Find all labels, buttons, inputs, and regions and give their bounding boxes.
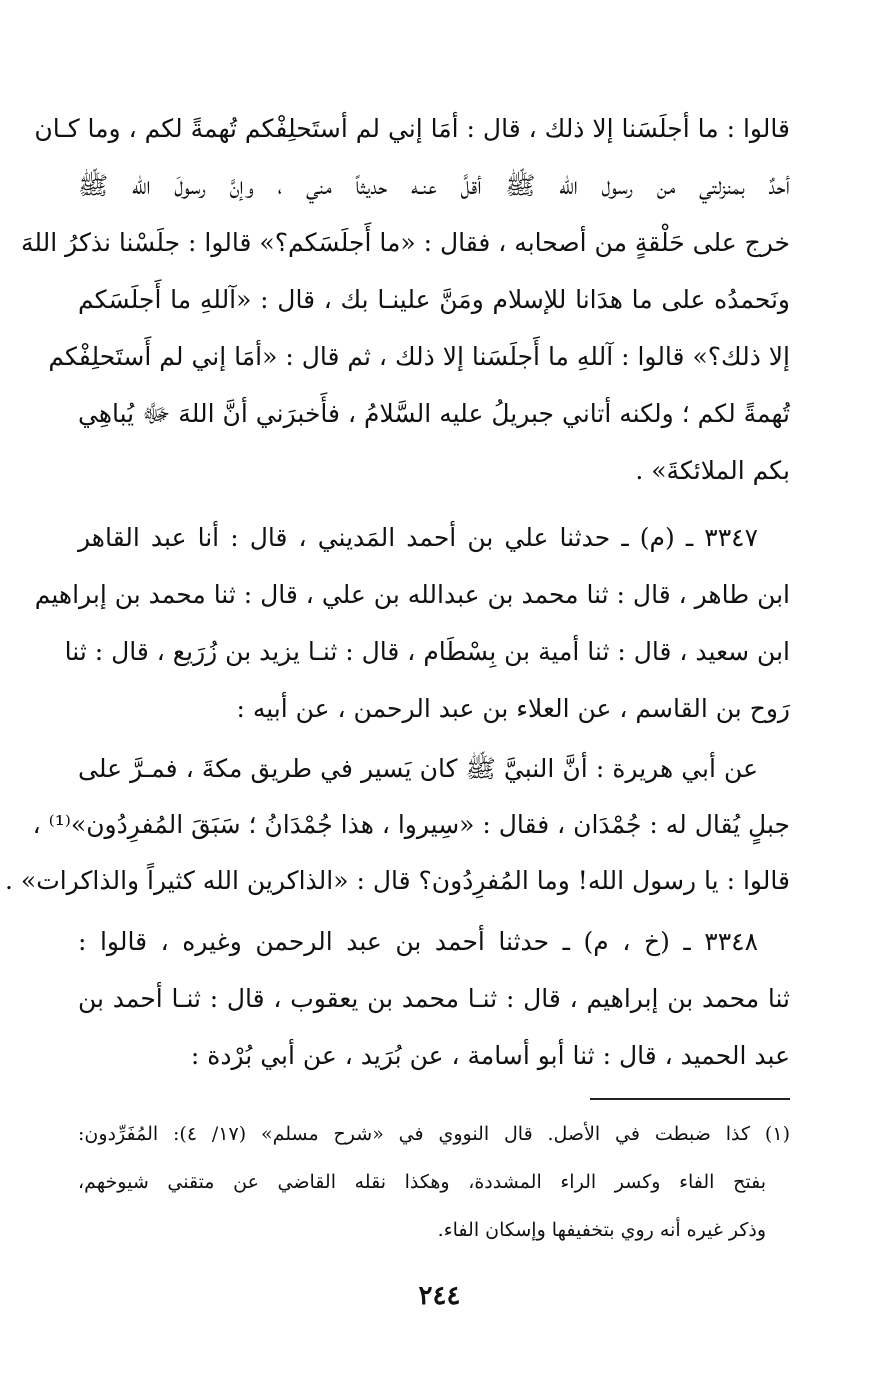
body-line-9: ابن طاهر ، قال : ثنا محمد بن عبدالله بن علي ، قال : ثنا محمد بن إبراهيم — [34, 580, 790, 609]
body-line-7: بكم الملائكةَ» . — [635, 456, 790, 485]
body-line-6: تُهمةً لكم ؛ ولكنه أتاني جبريلُ عليه السَّلامُ ، فأَخبرَني أنَّ اللهَ ﷻ يُباهِي — [78, 399, 790, 428]
footnote-line-1: (١) كذا ضبطت في الأصل. قال النووي في «شرح مسلم» (١٧/ ٤): المُفَرِّدون: — [78, 1123, 790, 1145]
body-line-2: أحدٌ بمنزلتي من رسول الله ﷺ أقلَّ عنـه حديثاً مني ، وإنَّ رسولَ الله ﷺ — [78, 171, 790, 200]
footnote-line-2: بفتح الفاء وكسر الراء المشددة، وهكذا نقله القاضي عن متقني شيوخهم، — [78, 1171, 766, 1193]
footnote-separator — [590, 1098, 790, 1100]
body-line-11: رَوح بن القاسم ، عن العلاء بن عبد الرحمن ، عن أبيه : — [236, 694, 790, 723]
hadith-text-line-2: جبلٍ يُقال له : جُمْدَان ، فقال : «سِيروا ، هذا جُمْدَانُ ؛ سَبَقَ المُفرِدُون»⁽¹⁾ ، — [32, 810, 790, 839]
body-line-16: ثنا محمد بن إبراهيم ، قال : ثنـا محمد بن يعقوب ، قال : ثنـا أحمد بن — [78, 984, 790, 1013]
hadith-text-line-3: قالوا : يا رسول الله! وما المُفرِدُون؟ قال : «الذاكرين الله كثيراً والذاكرات» . — [5, 866, 790, 895]
hadith-3347-heading-line: ٣٣٤٧ ـ (م) ـ حدثنا علي بن أحمد المَديني ، قال : أنا عبد القاهر — [78, 523, 758, 552]
body-line-10: ابن سعيد ، قال : ثنا أمية بن بِسْطَام ، قال : ثنـا يزيد بن زُرَيع ، قال : ثنا — [64, 637, 790, 666]
hadith-text-line-1: عن أبي هريرة : أنَّ النبيَّ ﷺ كان يَسير في طريق مكةَ ، فمـرَّ على — [78, 754, 758, 783]
body-line-17: عبد الحميد ، قال : ثنا أبو أسامة ، عن بُرَيد ، عن أبي بُرْدة : — [190, 1041, 790, 1070]
body-line-4: ونَحمدُه على ما هدَانا للإسلام ومَنَّ علينـا بك ، قال : «آللهِ ما أَجلَسَكم — [78, 285, 790, 314]
footnote-line-3: وذكر غيره أنه روي بتخفيفها وإسكان الفاء. — [437, 1219, 766, 1241]
hadith-3348-heading-line: ٣٣٤٨ ـ (خ ، م) ـ حدثنا أحمد بن عبد الرحمن وغيره ، قالوا : — [78, 927, 758, 956]
body-line-5: إلا ذلك؟» قالوا : آللهِ ما أَجلَسَنا إلا ذلك ، ثم قال : «أمَا إني لم أَستَحلِفْكم — [48, 342, 790, 371]
page-number: ٢٤٤ — [418, 1281, 461, 1311]
body-line-3: خرج على حَلْقةٍ من أصحابه ، فقال : «ما أَجلَسَكم؟» قالوا : جلَسْنا نذكرُ اللهَ — [20, 228, 790, 257]
body-line-1: قالوا : ما أجلَسَنا إلا ذلك ، قال : أمَا إني لم أستَحلِفْكم تُهمةً لكم ، وما كـان — [34, 114, 790, 143]
